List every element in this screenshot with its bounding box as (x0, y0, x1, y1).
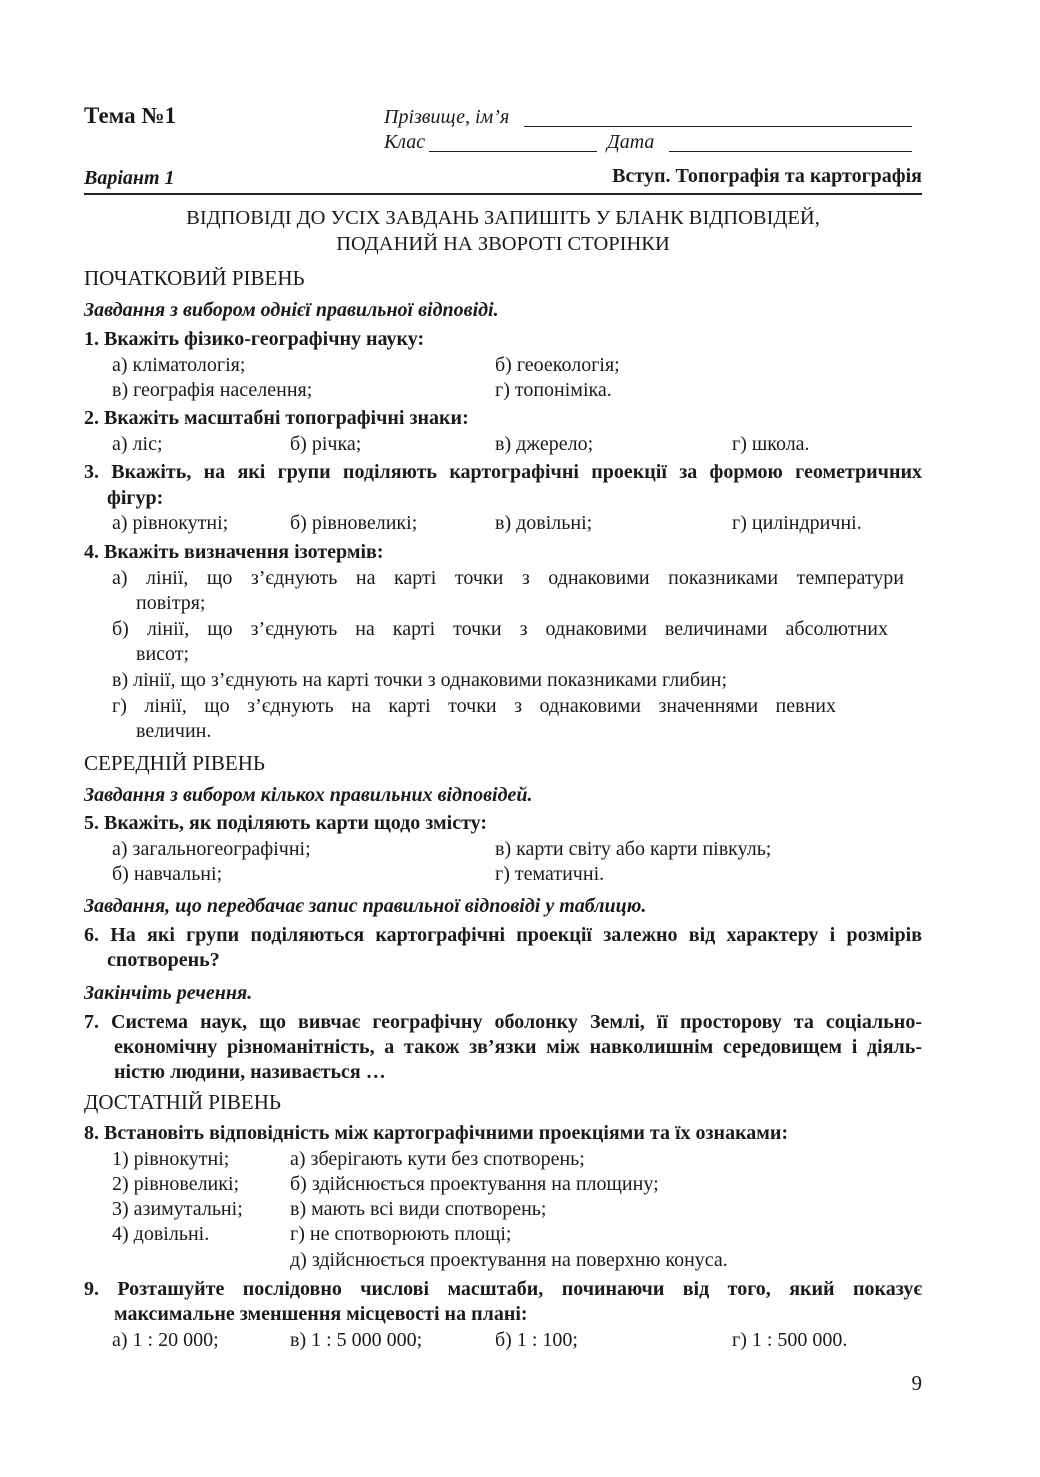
q8-right-e: д) здійснюється проектування на поверхню конуса. (290, 1249, 728, 1271)
q8-right-d: г) не спотворюють площі; (290, 1223, 512, 1245)
notice-line-1: ВІДПОВІДІ ДО УСІХ ЗАВДАНЬ ЗАПИШІТЬ У БЛАНК ВІДПОВІДЕЙ, (186, 207, 820, 229)
q3-option-b: б) рівновеликі; (290, 512, 418, 534)
q4-option-b-line-1: б) лінії, що з’єднують на карті точки з однаковими величинами абсолютних (112, 618, 888, 640)
subject-title: Вступ. Топографія та картографія (612, 165, 922, 187)
question-7-line-2: економічну різноманітність, а також зв’язки між навколишнім середовищем і діяль- (114, 1036, 922, 1058)
q3-option-d: г) циліндричні. (732, 512, 862, 534)
q8-left-1: 1) рівнокутні; (112, 1148, 230, 1170)
q3-option-c: в) довільні; (495, 512, 593, 534)
question-8: 8. Встановіть відповідність між картографічними проекціями та їх ознаками: (84, 1122, 789, 1144)
q5-option-a: а) загальногеографічні; (112, 838, 311, 860)
q4-option-d-line-2: величин. (136, 720, 212, 742)
q9-option-a: а) 1 : 20 000; (112, 1329, 219, 1351)
instruction-complete-sentence: Закінчіть речення. (84, 982, 253, 1004)
q9-option-d: г) 1 : 500 000. (732, 1329, 848, 1351)
topic-title: Тема №1 (84, 103, 177, 128)
section-title-sufficient: ДОСТАТНІЙ РІВЕНЬ (84, 1090, 281, 1114)
q1-option-b: б) геоекологія; (495, 354, 620, 376)
q9-option-b: в) 1 : 5 000 000; (290, 1329, 423, 1351)
q4-option-a-line-1: а) лінії, що з’єднують на карті точки з однаковими показниками температури (112, 567, 904, 589)
q8-left-4: 4) довільні. (112, 1223, 210, 1245)
question-5: 5. Вкажіть, як поділяють карти щодо змісту: (84, 812, 488, 834)
q2-option-d: г) школа. (732, 433, 810, 455)
instruction-table-answer: Завдання, що передбачає запис правильної відповіді у таблицю. (84, 895, 647, 917)
header-divider (84, 193, 922, 195)
question-9-line-2: максимальне зменшення місцевості на плані: (114, 1303, 528, 1325)
q2-option-a: а) ліс; (112, 433, 163, 455)
date-label: Дата (607, 131, 655, 153)
q2-option-b: б) річка; (290, 433, 362, 455)
question-1: 1. Вкажіть фізико-географічну науку: (84, 328, 425, 350)
question-7-line-1: 7. Система наук, що вивчає географічну оболонку Землі, її просторову та соціально- (84, 1011, 922, 1033)
q1-option-d: г) топоніміка. (495, 379, 612, 401)
q5-option-b: в) карти світу або карти півкуль; (495, 838, 772, 860)
q8-right-a: а) зберігають кути без спотворень; (290, 1148, 585, 1170)
surname-field-line[interactable] (524, 126, 912, 127)
q1-option-c: в) географія населення; (112, 379, 313, 401)
question-6-line-1: 6. На які групи поділяються картографічні проекції залежно від характеру і розмірів (84, 924, 922, 946)
notice-line-2: ПОДАНИЙ НА ЗВОРОТІ СТОРІНКИ (336, 233, 670, 255)
instruction-multiple-choice: Завдання з вибором кількох правильних відповідей. (84, 784, 533, 806)
question-4: 4. Вкажіть визначення ізотермів: (84, 541, 384, 563)
date-field-line[interactable] (669, 151, 912, 152)
instruction-single-choice: Завдання з вибором однієї правильної відповіді. (84, 299, 499, 321)
page-number: 9 (911, 1371, 922, 1395)
q4-option-a-line-2: повітря; (136, 592, 206, 614)
q4-option-b-line-2: висот; (136, 643, 190, 665)
question-3-line-1: 3. Вкажіть, на які групи поділяють картографічні проекції за формою геометричних (84, 461, 922, 483)
q2-option-c: в) джерело; (495, 433, 594, 455)
surname-label: Прізвище, ім’я (384, 106, 510, 128)
section-title-middle: СЕРЕДНІЙ РІВЕНЬ (84, 751, 265, 775)
class-field-line[interactable] (429, 151, 597, 152)
section-title-initial: ПОЧАТКОВИЙ РІВЕНЬ (84, 266, 305, 290)
class-label: Клас (384, 131, 426, 153)
q3-option-a: а) рівнокутні; (112, 512, 229, 534)
q8-right-b: б) здійснюється проектування на площину; (290, 1173, 659, 1195)
q4-option-d-line-1: г) лінії, що з’єднують на карті точки з однаковими значеннями певних (112, 695, 836, 717)
question-6-line-2: спотворень? (107, 949, 220, 971)
q8-right-c: в) мають всі види спотворень; (290, 1198, 547, 1220)
q8-left-2: 2) рівновеликі; (112, 1173, 240, 1195)
q1-option-a: а) кліматологія; (112, 354, 246, 376)
question-9-line-1: 9. Розташуйте послідовно числові масштаби, починаючи від того, який показує (84, 1278, 922, 1300)
question-7-line-3: ністю людини, називається … (114, 1061, 386, 1083)
q8-left-3: 3) азимутальні; (112, 1198, 243, 1220)
question-2: 2. Вкажіть масштабні топографічні знаки: (84, 407, 469, 429)
q4-option-c: в) лінії, що з’єднують на карті точки з однаковими показниками глибин; (112, 669, 728, 691)
variant-label: Варіант 1 (84, 167, 175, 189)
q9-option-c: б) 1 : 100; (495, 1329, 578, 1351)
q5-option-d: г) тематичні. (495, 863, 605, 885)
q5-option-c: б) навчальні; (112, 863, 223, 885)
question-3-line-2: фігур: (107, 487, 164, 509)
